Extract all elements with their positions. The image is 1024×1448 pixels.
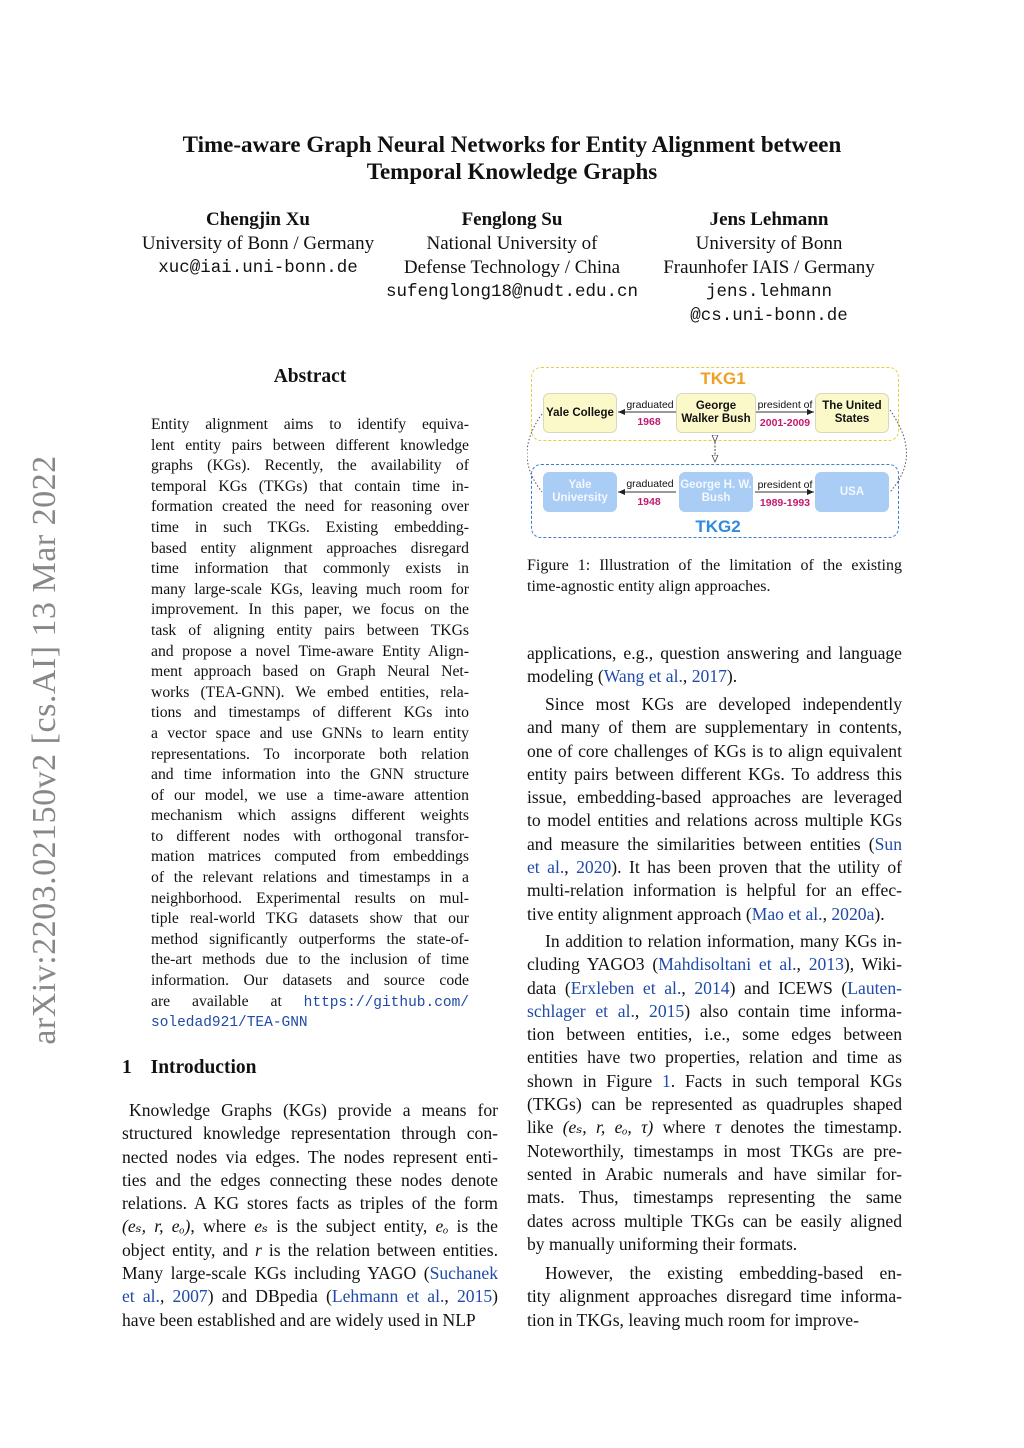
text-run: mechanism which assigns different weights (151, 807, 469, 825)
text-run: shown in Figure (527, 1070, 662, 1091)
text-line (151, 827, 469, 848)
citation-link[interactable]: Mahdisoltani et al. (658, 954, 797, 975)
text-run: issue, embedding-based approaches are leveraged (527, 787, 902, 808)
text-run: and measure the similarities between entities ( (527, 833, 875, 854)
edge-time: 1968 (637, 416, 661, 428)
text-run: mation matrices computed from embeddings (151, 848, 469, 866)
text-run: graphs (KGs). Recently, the availability of (151, 457, 469, 475)
section-title: Introduction (150, 1057, 257, 1078)
text-line (122, 1262, 498, 1285)
section-heading (122, 1057, 256, 1079)
text-run: tion in TKGs, leaving much room for improve- (527, 1309, 859, 1330)
edge-time: 1989-1993 (759, 497, 811, 509)
text-run: structured knowledge representation through con- (122, 1123, 498, 1144)
node-yale-university: Yale University (543, 472, 617, 512)
author-affiliation: Fraunhofer IAIS / Germany (663, 257, 875, 278)
text-run: tions and timestamps of different KGs into (151, 704, 469, 722)
text-line (122, 1192, 498, 1215)
author-affiliation: Defense Technology / China (403, 257, 621, 278)
text-run: mats. Thus, timestamps representing the same (527, 1187, 902, 1208)
text-run: based entity alignment approaches disregard (151, 539, 469, 557)
text-line (122, 1122, 498, 1145)
text-line (151, 868, 469, 889)
text-line (151, 559, 469, 580)
alignment-curve (890, 410, 907, 492)
text-run: a vector space and use GNNs to learn entity (151, 724, 469, 742)
author-email: jens.lehmann (705, 282, 833, 302)
text-line (151, 683, 469, 704)
author-affiliation: National University of (426, 233, 598, 254)
citation-link[interactable]: Wang et al. (603, 666, 683, 687)
text-line (527, 1233, 902, 1256)
section-number: 1 (122, 1057, 132, 1078)
text-line (527, 1163, 902, 1186)
text-line (151, 1012, 469, 1033)
citation-link[interactable]: 2017 (691, 666, 727, 687)
text-run: , (634, 1000, 650, 1021)
right-paragraph-3 (527, 930, 902, 1256)
text-line (151, 786, 469, 807)
text-run: . Facts in such temporal KGs (670, 1070, 902, 1091)
text-run: like (527, 1117, 563, 1138)
text-line (151, 600, 469, 621)
text-run: (TKGs) can be represented as quadruples shaped (527, 1094, 902, 1115)
edge-label: graduated (626, 399, 674, 411)
text-run: lent entity pairs between different knowledge (151, 436, 469, 454)
text-run: object entity, and (122, 1239, 255, 1260)
citation-link[interactable]: 2015 (456, 1286, 493, 1307)
text-run: information. Our datasets and source code (151, 972, 469, 990)
text-line (151, 436, 469, 457)
text-run: many large-scale KGs, leaving much room for (151, 580, 469, 598)
figure-1 (527, 362, 907, 542)
text-run: and time information into the GNN structure (151, 766, 469, 784)
citation-link[interactable]: Erxleben et al. (570, 977, 682, 998)
text-run: works (TEA-GNN). We embed entities, rela- (151, 683, 469, 701)
text-run: cluding YAGO3 ( (527, 954, 659, 975)
text-run: Knowledge Graphs (KGs) provide a means for (129, 1100, 498, 1120)
edge-time: 1948 (637, 496, 661, 508)
text-run: is the relation between entities. (261, 1239, 498, 1260)
text-run: ). It has been proven that the utility of (611, 857, 902, 878)
text-line (122, 1099, 498, 1122)
text-run: is the subject entity, (268, 1216, 436, 1237)
citation-link[interactable]: 1 (661, 1070, 671, 1091)
text-run: Noteworthily, timestamps in most TKGs are pre- (527, 1140, 902, 1161)
citation-link[interactable]: Lehmann et al. (331, 1286, 445, 1307)
edge-label: president of (757, 479, 813, 491)
paper-title-line-1: Time-aware Graph Neural Networks for Entity Alignment between (182, 132, 842, 157)
text-line (527, 786, 902, 809)
text-line (527, 1309, 902, 1332)
math-expression: τ (714, 1117, 722, 1138)
author-name: Fenglong Su (461, 209, 563, 230)
text-run: , (682, 666, 692, 687)
citation-link[interactable]: 2007 (172, 1286, 208, 1307)
text-run: improvement. In this paper, we focus on the (151, 601, 469, 619)
text-run: entities have two properties, relation and time as (527, 1047, 902, 1068)
text-line (151, 806, 469, 827)
text-run: relations. A KG stores facts as triples of the form (122, 1193, 498, 1214)
text-line (527, 693, 902, 716)
text-run: method significantly outperforms the state-of- (151, 930, 469, 948)
text-run: ). (726, 666, 738, 687)
text-run: Many large-scale KGs including YAGO ( (122, 1263, 430, 1284)
citation-link[interactable]: Suchanek (429, 1263, 498, 1284)
text-run: ) and ICEWS ( (729, 977, 848, 998)
text-run: neighborhood. Experimental results on mul- (151, 889, 469, 907)
text-run: Since most KGs are developed independently (545, 694, 902, 714)
text-line (151, 456, 469, 477)
text-line (527, 1046, 902, 1069)
caption-line: Figure 1: Illustration of the limitation of the existing (527, 557, 902, 574)
text-line (527, 1023, 902, 1046)
text-run: nected nodes via edges. The nodes represent enti- (122, 1146, 498, 1167)
text-run: ) and DBpedia ( (207, 1286, 332, 1307)
text-line (151, 847, 469, 868)
text-line (527, 716, 902, 739)
author-email: sufenglong18@nudt.edu.cn (385, 282, 639, 302)
text-run: denotes the timestamp. (721, 1117, 903, 1138)
text-line (527, 1116, 902, 1139)
text-run: to different nodes with orthogonal transfor- (151, 827, 469, 845)
text-run: and propose a novel Time-aware Entity Align- (151, 642, 469, 660)
text-line (151, 703, 469, 724)
author-email: xuc@iai.uni-bonn.de (158, 258, 358, 278)
citation-link[interactable]: 2013 (808, 954, 844, 975)
text-line (527, 763, 902, 786)
text-line (151, 621, 469, 642)
text-line (151, 971, 469, 992)
text-run: In addition to relation information, many KGs in- (545, 931, 902, 951)
tkg1-label: TKG1 (700, 369, 746, 388)
text-line (151, 950, 469, 971)
figure-connectors (527, 362, 907, 542)
text-run: where (653, 1117, 715, 1138)
author-affiliation: University of Bonn / Germany (141, 233, 375, 254)
text-line (527, 1093, 902, 1116)
text-run: sented in Arabic numerals and have similar for- (527, 1163, 902, 1184)
text-line (527, 665, 902, 688)
text-line (151, 745, 469, 766)
author-affiliation: University of Bonn (695, 233, 843, 254)
text-line (527, 856, 902, 879)
text-run: , (564, 857, 577, 878)
citation-link[interactable]: 2020a (831, 903, 875, 924)
text-run: by manually uniforming their formats. (527, 1233, 798, 1254)
abstract-heading: Abstract (273, 366, 347, 387)
text-line (527, 1262, 902, 1285)
intro-paragraph (122, 1099, 498, 1332)
text-run: and many of them are supplementary in contents, (527, 717, 902, 738)
text-line (151, 930, 469, 951)
url-link[interactable]: https://github.com/ (303, 994, 469, 1011)
text-line (122, 1146, 498, 1169)
text-line (527, 1285, 902, 1308)
figure-caption (527, 555, 902, 597)
text-line (151, 477, 469, 498)
text-run: ties and the edges connecting these nodes denote (122, 1169, 498, 1190)
text-run: applications, e.g., question answering and language (527, 643, 902, 663)
author-name: Jens Lehmann (709, 209, 829, 230)
text-line (122, 1309, 498, 1332)
citation-link[interactable]: Lauten- (847, 977, 903, 998)
text-run: tive entity alignment approach ( (527, 903, 752, 924)
text-run: the-art methods due to the inclusion of time (151, 951, 469, 969)
text-line (527, 809, 902, 832)
text-line (122, 1285, 498, 1308)
right-paragraph-4 (527, 1262, 902, 1332)
text-run: Entity alignment aims to identify equiva- (151, 416, 469, 433)
text-run: , (681, 977, 695, 998)
node-george-hw-bush: George H. W. Bush (679, 472, 753, 512)
author-3 (619, 208, 919, 328)
text-run: modeling ( (527, 666, 604, 687)
text-run: data ( (527, 977, 571, 998)
text-run: one of core challenges of KGs is to align equivalent (527, 740, 902, 761)
text-run: time in such TKGs. Existing embedding- (151, 518, 469, 536)
citation-link[interactable]: Mao et al. (751, 903, 823, 924)
text-line (527, 953, 902, 976)
text-run: tion between entities, i.e., some edges between (527, 1024, 902, 1045)
edge-label: president of (757, 399, 813, 411)
text-run: time information that commonly exists in (151, 560, 469, 578)
text-line (527, 930, 902, 953)
text-line (151, 889, 469, 910)
text-line (527, 642, 902, 665)
citation-link[interactable]: et al. (122, 1286, 160, 1307)
text-run: have been established and are widely used in NLP (122, 1309, 476, 1330)
author-2 (362, 208, 662, 304)
text-run: ), Wiki- (843, 954, 902, 975)
text-run: However, the existing embedding-based en- (545, 1263, 902, 1283)
text-line (527, 1000, 902, 1023)
text-run: is the (448, 1216, 498, 1237)
citation-link[interactable]: 2015 (649, 1000, 685, 1021)
text-run: are available at (151, 992, 304, 1010)
text-line (151, 642, 469, 663)
text-run: entity pairs between different KGs. To address this (527, 763, 902, 784)
text-line (122, 1169, 498, 1192)
text-line (151, 415, 469, 436)
text-line (527, 1186, 902, 1209)
math-expression: r (254, 1239, 262, 1260)
text-run: formation created the need for reasoning over (151, 498, 469, 516)
author-name: Chengjin Xu (206, 209, 310, 230)
url-link[interactable]: soledad921/TEA-GNN (151, 1015, 308, 1032)
text-run: , (444, 1286, 457, 1307)
citation-link[interactable]: 2014 (694, 977, 730, 998)
right-paragraph-1 (527, 642, 902, 689)
text-run: tity alignment approaches disregard time informa- (527, 1286, 902, 1307)
edge-time: 2001-2009 (759, 417, 811, 429)
text-line (527, 833, 902, 856)
node-usa: USA (815, 472, 889, 512)
math-expression: (eₛ, r, eₒ) (122, 1216, 191, 1237)
text-line (151, 909, 469, 930)
text-run: of our model, we use a time-aware attention (151, 786, 469, 804)
text-run: temporal KGs (TKGs) that contain time in- (151, 477, 469, 495)
caption-line: time-agnostic entity align approaches. (527, 578, 771, 595)
math-expression: (eₛ, r, eₒ, τ) (562, 1117, 654, 1138)
text-line (527, 977, 902, 1000)
text-run: , (822, 903, 832, 924)
text-run: , (796, 954, 809, 975)
citation-link[interactable]: 2020 (576, 857, 612, 878)
text-run: dates across multiple TKGs can be easily aligned (527, 1210, 902, 1231)
text-line (151, 580, 469, 601)
text-line (122, 1215, 498, 1238)
text-line (151, 662, 469, 683)
node-united-states: The United States (815, 393, 889, 433)
text-run: multi-relation information is helpful for an effec- (527, 880, 902, 901)
text-line (151, 497, 469, 518)
abstract-text (151, 415, 469, 1033)
text-run: tiple real-world TKG datasets show that our (151, 910, 469, 928)
edge-label: graduated (626, 478, 674, 490)
node-yale-college: Yale College (543, 393, 617, 433)
citation-link[interactable]: et al. (527, 857, 565, 878)
text-line (122, 1239, 498, 1262)
author-email: @cs.uni-bonn.de (690, 306, 848, 326)
text-run: , (159, 1286, 173, 1307)
alignment-curve (527, 414, 542, 492)
text-run: of the relevant relations and timestamps in a (151, 869, 469, 887)
text-line (527, 1070, 902, 1093)
right-paragraph-2 (527, 693, 902, 926)
node-george-walker-bush: George Walker Bush (676, 393, 756, 433)
text-line (527, 1140, 902, 1163)
text-line (527, 740, 902, 763)
text-run: ment approach based on Graph Neural Net- (151, 663, 469, 681)
text-run: to model entities and relations across multiple KGs (527, 810, 902, 831)
tkg2-label: TKG2 (695, 517, 741, 536)
text-line (151, 992, 469, 1013)
paper-title-line-2: Temporal Knowledge Graphs (366, 159, 658, 184)
arxiv-identifier: arXiv:2203.02150v2 [cs.AI] 13 Mar 2022 (26, 455, 63, 1045)
math-expression: eₛ (254, 1216, 268, 1237)
citation-link[interactable]: schlager et al. (527, 1000, 635, 1021)
text-run: ) (492, 1286, 499, 1307)
citation-link[interactable]: Sun (874, 833, 902, 854)
text-line (151, 518, 469, 539)
text-run: task of aligning entity pairs between TKGs (151, 621, 469, 639)
text-run: ) also contain time informa- (684, 1000, 902, 1021)
text-line (151, 539, 469, 560)
text-run: , where (190, 1216, 255, 1237)
text-line (527, 1210, 902, 1233)
text-line (151, 765, 469, 786)
math-expression: eₒ (435, 1216, 449, 1237)
text-line (527, 879, 902, 902)
text-run: ). (874, 903, 885, 924)
text-line (151, 724, 469, 745)
text-line (527, 903, 902, 926)
text-run: representations. To incorporate both relation (151, 745, 469, 763)
